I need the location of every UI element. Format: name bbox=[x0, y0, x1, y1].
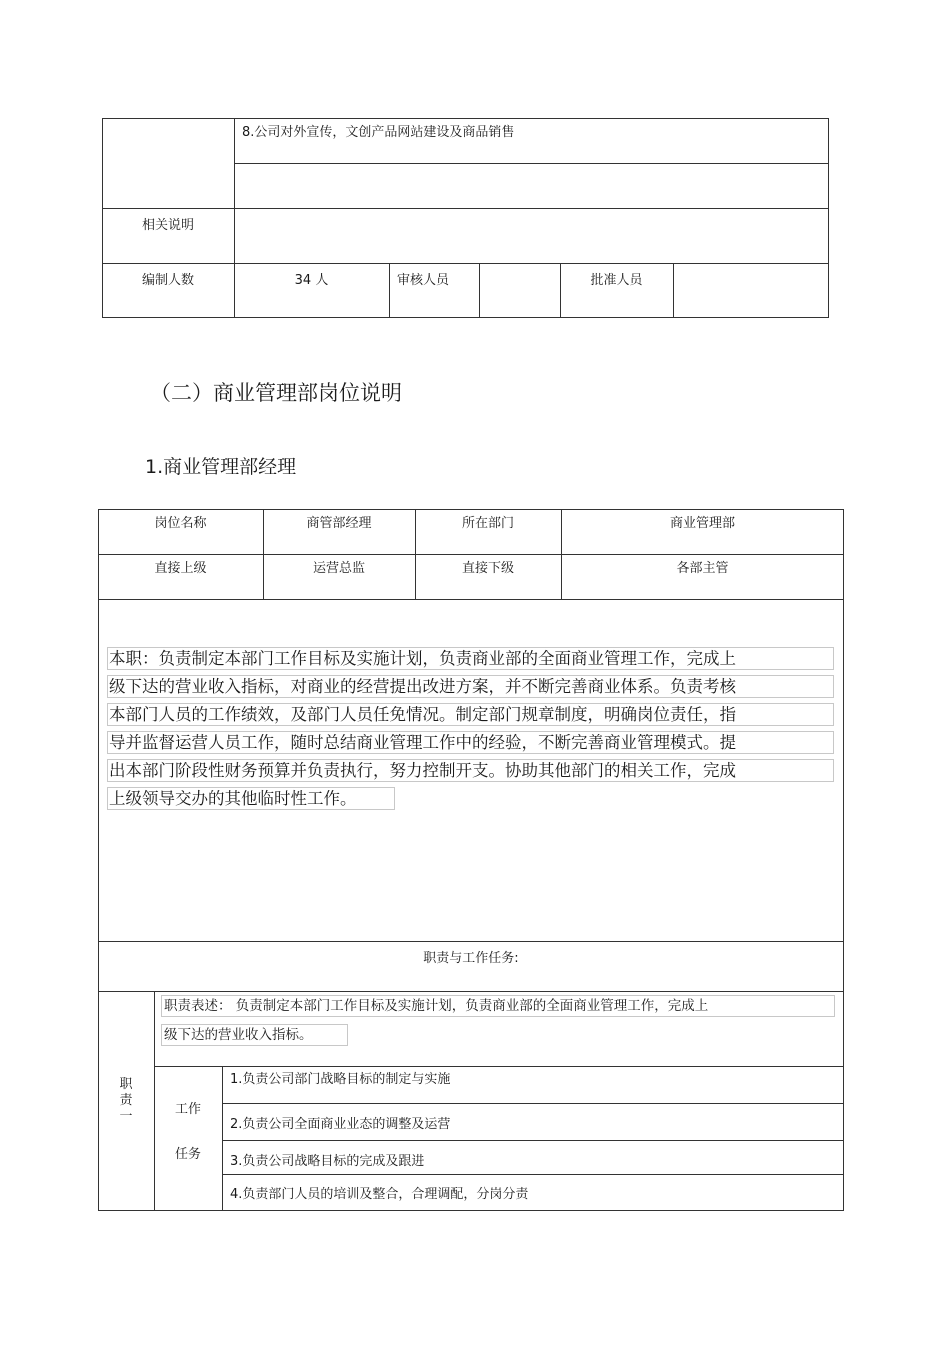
divider bbox=[479, 263, 480, 318]
responsibility-1-char: 责 bbox=[119, 1093, 133, 1108]
subordinate-value: 各部主管 bbox=[676, 561, 729, 576]
divider bbox=[673, 263, 674, 318]
divider bbox=[222, 1103, 844, 1104]
divider bbox=[98, 991, 844, 992]
subordinate-label: 直接下级 bbox=[461, 561, 514, 576]
headcount-value: 34 人 bbox=[294, 273, 329, 288]
duty-line: 导并监督运营人员工作，随时总结商业管理工作中的经验，不断完善商业管理模式。提 bbox=[107, 731, 834, 754]
divider bbox=[98, 554, 844, 555]
divider bbox=[222, 1140, 844, 1141]
superior-value: 运营总监 bbox=[312, 561, 365, 576]
divider bbox=[222, 1066, 223, 1211]
duty-line: 上级领导交办的其他临时性工作。 bbox=[107, 787, 395, 810]
superior-label: 直接上级 bbox=[154, 561, 207, 576]
subsection-title: 1.商业管理部经理 bbox=[145, 456, 297, 478]
reviewer-label: 审核人员 bbox=[397, 273, 450, 288]
divider bbox=[154, 1066, 844, 1067]
task-label-2: 任务 bbox=[174, 1147, 201, 1162]
duty-line: 本部门人员的工作绩效，及部门人员任免情况。制定部门规章制度，明确岗位责任，指 bbox=[107, 703, 834, 726]
item-8-text: 8.公司对外宣传，文创产品网站建设及商品销售 bbox=[242, 125, 515, 140]
position-name-label: 岗位名称 bbox=[154, 516, 207, 531]
responsibility-desc-line: 职责表述： 负责制定本部门工作目标及实施计划，负责商业部的全面商业管理工作，完成上 bbox=[161, 995, 835, 1017]
position-name-value: 商管部经理 bbox=[306, 516, 372, 531]
duty-line: 出本部门阶段性财务预算并负责执行，努力控制开支。协助其他部门的相关工作，完成 bbox=[107, 759, 834, 782]
responsibility-desc-line: 级下达的营业收入指标。 bbox=[161, 1024, 348, 1046]
headcount-label: 编制人数 bbox=[141, 273, 194, 288]
approver-label: 批准人员 bbox=[590, 273, 643, 288]
responsibility-1-char: 一 bbox=[119, 1109, 133, 1124]
department-value: 商业管理部 bbox=[669, 516, 735, 531]
task-item: 4.负责部门人员的培训及整合，合理调配，分岗分责 bbox=[230, 1187, 529, 1202]
task-item: 3.负责公司战略目标的完成及跟进 bbox=[230, 1154, 425, 1169]
notes-label: 相关说明 bbox=[141, 218, 194, 233]
divider bbox=[102, 208, 829, 209]
task-item: 1.负责公司部门战略目标的制定与实施 bbox=[230, 1072, 451, 1087]
task-item: 2.负责公司全面商业业态的调整及运营 bbox=[230, 1117, 451, 1132]
task-label-1: 工作 bbox=[174, 1102, 201, 1117]
divider bbox=[102, 263, 829, 264]
table-top bbox=[102, 118, 829, 318]
department-label: 所在部门 bbox=[461, 516, 514, 531]
section-title: （二）商业管理部岗位说明 bbox=[150, 381, 402, 405]
responsibilities-title: 职责与工作任务: bbox=[423, 951, 519, 966]
divider bbox=[389, 263, 390, 318]
responsibility-1-char: 职 bbox=[119, 1077, 133, 1092]
divider bbox=[222, 1174, 844, 1175]
divider bbox=[234, 163, 829, 164]
divider bbox=[98, 599, 844, 600]
responsibility-1-label bbox=[98, 1077, 154, 1125]
duty-line: 本职：负责制定本部门工作目标及实施计划，负责商业部的全面商业管理工作，完成上 bbox=[107, 647, 834, 670]
table-position bbox=[98, 509, 844, 1211]
duty-line: 级下达的营业收入指标，对商业的经营提出改进方案，并不断完善商业体系。负责考核 bbox=[107, 675, 834, 698]
divider bbox=[98, 941, 844, 942]
